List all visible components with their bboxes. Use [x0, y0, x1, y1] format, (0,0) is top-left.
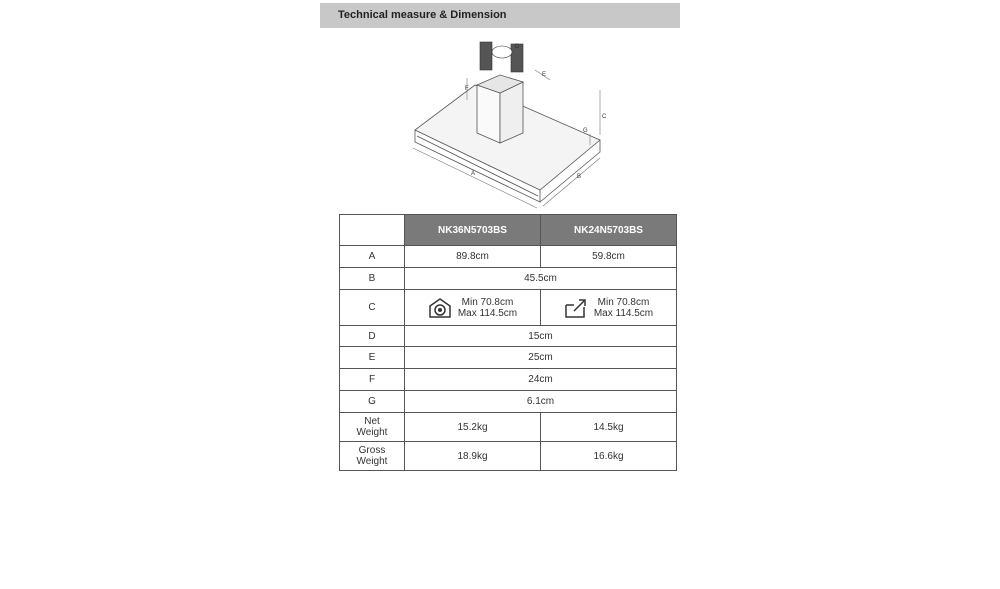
table-row	[340, 268, 677, 290]
table-row	[340, 391, 677, 413]
row-value: 15cm	[405, 326, 677, 347]
range-hood-dimension-diagram	[405, 30, 625, 210]
row-value: 18.9kg	[405, 442, 541, 471]
max-height: Max 114.5cm	[593, 307, 654, 319]
table-row	[340, 347, 677, 369]
chimney-extension-icon	[564, 297, 588, 319]
label-g: G	[583, 128, 588, 134]
row-label: Net Weight	[340, 413, 405, 442]
table-header-row	[340, 215, 677, 246]
ceiling-vent-icon	[428, 297, 452, 319]
label-e: E	[542, 72, 547, 78]
dimension-table	[339, 214, 677, 471]
label-b: B	[577, 174, 582, 180]
row-label: F	[340, 369, 405, 391]
row-value: 24cm	[405, 369, 677, 391]
corner-cell	[340, 215, 405, 246]
row-value: 15.2kg	[405, 413, 541, 442]
chimney-front	[477, 85, 500, 143]
table-row	[340, 290, 677, 326]
row-value: 16.6kg	[541, 442, 677, 471]
row-value: 6.1cm	[405, 391, 677, 413]
row-value	[541, 290, 677, 326]
row-label: B	[340, 268, 405, 290]
row-label: A	[340, 246, 405, 268]
min-height: Min 70.8cm	[461, 296, 514, 308]
table-row	[340, 369, 677, 391]
section-title: Technical measure & Dimension	[320, 3, 680, 28]
row-label: C	[340, 290, 405, 326]
row-value: 25cm	[405, 347, 677, 369]
min-height: Min 70.8cm	[597, 296, 650, 308]
label-c: C	[602, 114, 607, 120]
table-row	[340, 326, 677, 347]
row-value: 45.5cm	[405, 268, 677, 290]
row-label: E	[340, 347, 405, 369]
label-d: D	[515, 44, 520, 50]
row-value: 59.8cm	[541, 246, 677, 268]
max-height: Max 114.5cm	[457, 307, 518, 319]
row-label: Gross Weight	[340, 442, 405, 471]
table-row	[340, 246, 677, 268]
column-header-model-36: NK36N5703BS	[405, 215, 541, 246]
label-a: A	[471, 171, 476, 177]
row-value	[405, 290, 541, 326]
table-row	[340, 442, 677, 471]
row-label: D	[340, 326, 405, 347]
label-f: F	[465, 86, 469, 92]
column-header-model-24: NK24N5703BS	[541, 215, 677, 246]
row-value: 14.5kg	[541, 413, 677, 442]
row-value: 89.8cm	[405, 246, 541, 268]
table-row	[340, 413, 677, 442]
row-label: G	[340, 391, 405, 413]
